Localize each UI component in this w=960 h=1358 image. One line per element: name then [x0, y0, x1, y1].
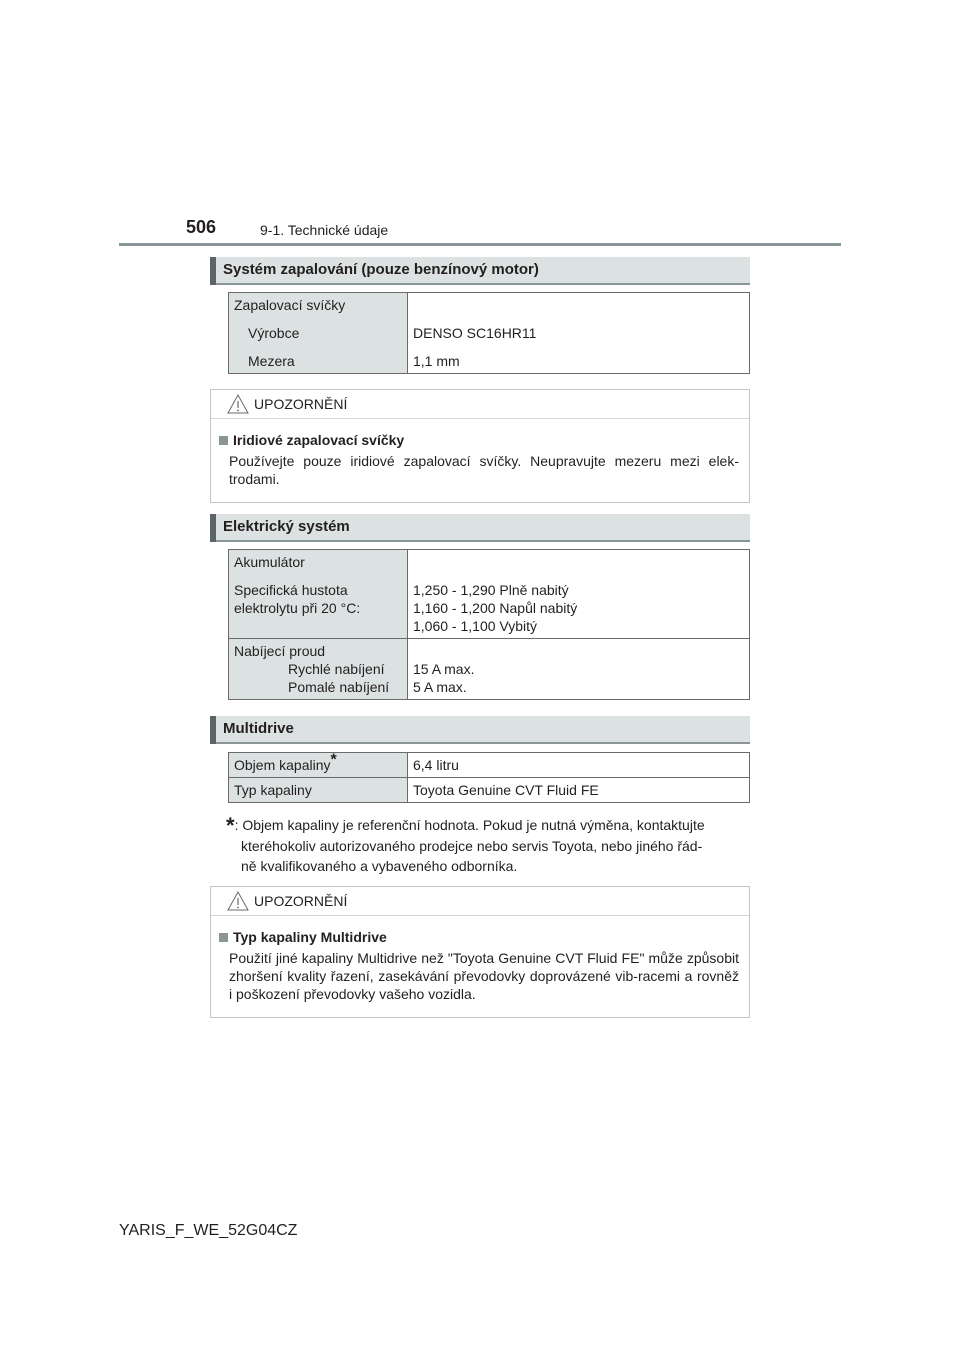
warning-triangle-icon [227, 394, 249, 414]
ignition-table [228, 292, 750, 374]
footnote-mark: * [226, 813, 235, 838]
page-number: 506 [186, 217, 217, 237]
caution-text: Používejte pouze iridiové zapalovací svíčky. Neupravujte mezeru mezi elek-trodami. [229, 453, 739, 487]
caution-title: Iridiové zapalovací svíčky [233, 432, 405, 448]
bullet-square-icon [219, 436, 228, 445]
multidrive-table [228, 752, 750, 803]
caution-label: UPOZORNĚNÍ [254, 893, 348, 909]
capacity-label: Objem kapaliny [234, 757, 331, 773]
fluid-type-value: Toyota Genuine CVT Fluid FE [408, 778, 750, 803]
fast-charge-value: 15 A max. [413, 661, 475, 677]
density-label-line-1: Specifická hustota [234, 582, 348, 598]
charging-label: Nabíjecí proud [234, 643, 326, 659]
spark-plug-group-label: Zapalovací svíčky [234, 297, 346, 313]
footnote-line-1: : Objem kapaliny je referenční hodnota. Pokud je nutná výměna, kontaktujte [234, 817, 705, 833]
section-header-electrical [210, 514, 750, 542]
chapter-title: 9-1. Technické údaje [260, 222, 389, 238]
document-code: YARIS_F_WE_52G04CZ [119, 1222, 298, 1239]
caution-box [210, 389, 750, 503]
asterisk-mark: * [330, 751, 337, 769]
capacity-value: 6,4 litru [408, 753, 750, 778]
section-marker [210, 257, 216, 285]
section-marker [210, 716, 216, 744]
bullet-square-icon [219, 933, 228, 942]
capacity-label-cell [229, 753, 408, 778]
spark-plug-values [408, 293, 750, 374]
battery-labels [229, 550, 408, 639]
fluid-type-label: Typ kapaliny [229, 778, 408, 803]
section-title: Systém zapalování (pouze benzínový motor) [223, 261, 539, 278]
footnote [226, 815, 750, 876]
charging-values [408, 639, 750, 700]
manufacturer-label: Výrobce [248, 325, 300, 341]
section-header-ignition [210, 257, 750, 285]
density-label-line-2: elektrolytu při 20 °C: [234, 600, 361, 616]
section-marker [210, 514, 216, 542]
section-header-multidrive [210, 716, 750, 744]
density-empty: 1,060 - 1,100 Vybitý [413, 618, 538, 634]
caution-text: Použití jiné kapaliny Multidrive než "Toyota Genuine CVT Fluid FE" může způsobit zhoršení kvality řazení, zasekávání převodovky doprovázené vib-racemi a rovněž i poškození převodovky vašeho vozidla. [229, 950, 739, 1002]
gap-label: Mezera [248, 353, 295, 369]
battery-label: Akumulátor [234, 554, 305, 570]
section-title: Multidrive [223, 720, 294, 737]
section-title: Elektrický systém [223, 518, 350, 535]
battery-values [408, 550, 750, 639]
caution-title: Typ kapaliny Multidrive [233, 929, 387, 945]
spark-plug-labels [229, 293, 408, 374]
caution-label: UPOZORNĚNÍ [254, 396, 348, 412]
caution-box [210, 886, 750, 1018]
density-half: 1,160 - 1,200 Napůl nabitý [413, 600, 578, 616]
slow-charge-label: Pomalé nabíjení [288, 679, 390, 695]
header-rule [119, 243, 841, 246]
density-full: 1,250 - 1,290 Plně nabitý [413, 582, 569, 598]
gap-value: 1,1 mm [413, 353, 460, 369]
footnote-line-2: kteréhokoliv autorizovaného prodejce nebo servis Toyota, nebo jiného řád- [241, 838, 703, 854]
slow-charge-value: 5 A max. [413, 679, 467, 695]
fast-charge-label: Rychlé nabíjení [288, 661, 385, 677]
manufacturer-value: DENSO SC16HR11 [413, 325, 537, 341]
warning-triangle-icon [227, 891, 249, 911]
footnote-line-3: ně kvalifikovaného a vybaveného odborníka. [241, 858, 518, 874]
electrical-table [228, 549, 750, 700]
charging-labels [229, 639, 408, 700]
